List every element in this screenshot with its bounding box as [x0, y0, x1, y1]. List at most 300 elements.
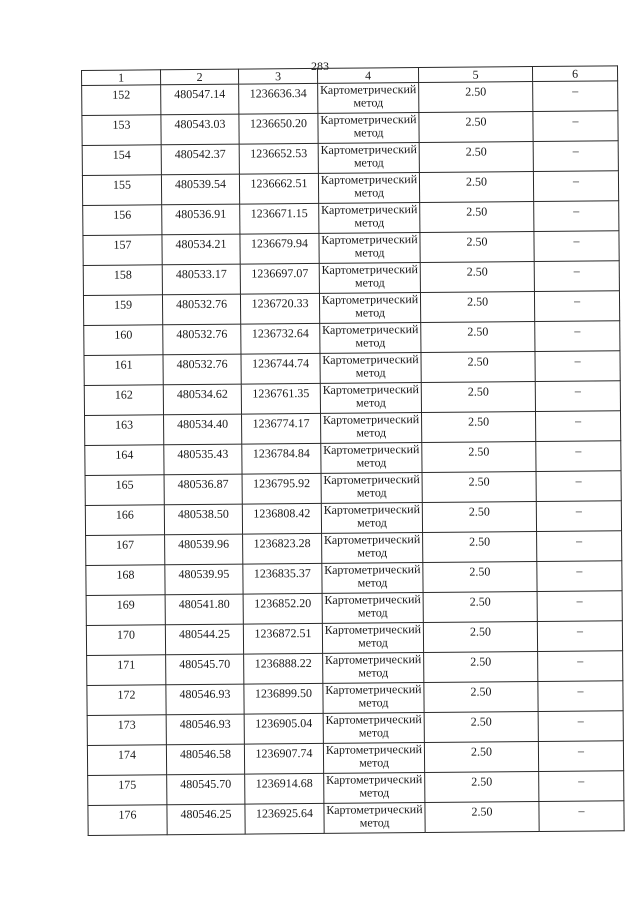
y-coordinate-cell: [240, 203, 319, 234]
x-coordinate-cell: [161, 114, 239, 145]
note-cell: [538, 651, 623, 682]
table-row: [82, 111, 618, 146]
method-cell: [322, 593, 423, 624]
x-coordinate-cell: [164, 474, 242, 505]
y-coordinate-cell: [244, 713, 323, 744]
method-cell: [320, 323, 421, 354]
y-coordinate-cell-text: 1236662.51: [250, 176, 308, 191]
method-line-1: Картометрический: [325, 742, 423, 757]
method-line-1: Картометрический: [324, 592, 421, 607]
method-cell: [322, 563, 423, 594]
accuracy-cell-text: 2.50: [468, 504, 490, 519]
table-row: [85, 411, 621, 446]
x-coordinate-cell-text: 480546.93: [179, 716, 231, 732]
method-cell: [318, 113, 419, 144]
page-number: 283: [311, 59, 329, 73]
method-cell: [318, 83, 419, 114]
method-line-2: метод: [358, 635, 388, 650]
x-coordinate-cell-text: 480536.87: [177, 476, 229, 492]
method-line-2: метод: [359, 785, 390, 800]
y-coordinate-cell: [241, 353, 320, 384]
method-line-2: метод: [358, 665, 389, 680]
method-line-2: метод: [357, 545, 388, 560]
x-coordinate-cell: [164, 504, 242, 535]
table-row: [82, 141, 618, 176]
point-number-cell: [83, 205, 162, 236]
accuracy-cell-text: 2.50: [470, 654, 492, 669]
accuracy-cell-text: 2.50: [470, 714, 492, 729]
point-number-cell-text: 162: [114, 387, 133, 402]
point-number-cell: [87, 655, 166, 686]
method-cell: [318, 143, 419, 174]
accuracy-cell-text: 2.50: [467, 324, 489, 339]
x-coordinate-cell-text: 480532.76: [176, 356, 228, 372]
y-coordinate-cell: [245, 773, 324, 804]
accuracy-cell-text: 2.50: [469, 624, 491, 639]
point-number-cell-text: 159: [113, 297, 133, 312]
y-coordinate-cell-text: 1236774.17: [252, 416, 310, 431]
y-coordinate-cell-text: 1236899.50: [254, 686, 313, 701]
note-cell-text: –: [578, 803, 585, 818]
method-line-1: Картометрический: [319, 82, 417, 97]
method-cell: [319, 203, 420, 234]
method-cell: [322, 533, 423, 564]
point-number-cell-text: 175: [118, 777, 137, 792]
accuracy-cell-text: 2.50: [465, 84, 487, 99]
x-coordinate-cell-text: 480539.96: [178, 536, 230, 552]
x-coordinate-cell: [162, 234, 240, 265]
accuracy-cell: [424, 712, 538, 743]
x-coordinate-cell-text: 480533.17: [175, 266, 227, 282]
y-coordinate-cell: [242, 443, 321, 474]
point-number-cell-text: 176: [118, 807, 137, 822]
y-coordinate-cell-text: 1236907.74: [255, 746, 313, 761]
table-row: [88, 801, 624, 836]
point-number-cell-text: 174: [117, 747, 137, 762]
x-coordinate-cell: [165, 534, 243, 565]
x-coordinate-cell: [165, 564, 243, 595]
x-coordinate-cell: [165, 594, 243, 625]
method-line-1: Картометрический: [326, 802, 423, 817]
note-cell-text: –: [573, 263, 580, 278]
method-cell: [323, 713, 424, 744]
method-line-1: Картометрический: [320, 142, 417, 157]
method-line-1: Картометрический: [323, 532, 421, 547]
x-coordinate-cell: [167, 774, 245, 805]
point-number-cell: [86, 595, 165, 626]
x-coordinate-cell-text: 480545.70: [179, 656, 231, 672]
accuracy-cell: [419, 142, 533, 173]
accuracy-cell: [419, 82, 533, 113]
method-line-1: Картометрический: [321, 292, 419, 307]
point-number-cell: [84, 385, 163, 416]
method-line-2: метод: [354, 215, 385, 230]
note-cell-text: –: [573, 293, 581, 308]
method-cell: [322, 623, 423, 654]
note-cell: [535, 381, 620, 412]
note-cell-text: –: [574, 323, 581, 338]
x-coordinate-cell: [167, 804, 245, 835]
method-line-1: Картометрический: [324, 652, 422, 667]
table-row: [83, 261, 619, 296]
note-cell: [537, 591, 622, 622]
accuracy-cell-text: 2.50: [467, 384, 489, 399]
x-coordinate-cell: [164, 444, 242, 475]
y-coordinate-cell-text: 1236636.34: [249, 86, 307, 101]
point-number-cell: [82, 85, 161, 116]
table-row: [83, 201, 619, 236]
note-cell: [533, 141, 618, 172]
y-coordinate-cell: [239, 83, 318, 114]
note-cell-text: –: [572, 143, 579, 158]
accuracy-cell: [421, 382, 535, 413]
y-coordinate-cell: [239, 113, 318, 144]
point-number-cell: [86, 535, 165, 566]
x-coordinate-cell: [166, 744, 244, 775]
accuracy-cell: [421, 322, 535, 353]
point-number-cell: [85, 475, 164, 506]
y-coordinate-cell-text: 1236744.74: [252, 356, 310, 371]
note-cell-text: –: [576, 593, 583, 608]
y-coordinate-cell: [242, 503, 321, 534]
y-coordinate-cell: [245, 803, 324, 834]
table-row: [86, 591, 622, 626]
note-cell-text: –: [573, 203, 580, 218]
note-cell-text: –: [572, 113, 579, 128]
point-number-cell: [83, 235, 162, 266]
point-number-cell: [86, 625, 165, 656]
accuracy-cell-text: 2.50: [465, 174, 488, 189]
accuracy-cell-text: 2.50: [468, 414, 490, 429]
point-number-cell-text: 156: [113, 207, 132, 222]
x-coordinate-cell-text: 480546.25: [180, 806, 232, 822]
y-coordinate-cell-text: 1236914.68: [255, 776, 313, 791]
note-cell-text: –: [572, 83, 579, 98]
accuracy-cell-text: 2.50: [466, 204, 488, 219]
x-coordinate-cell-text: 480542.37: [174, 146, 226, 162]
table-row: [84, 381, 620, 416]
point-number-cell-text: 165: [115, 477, 134, 492]
method-line-1: Картометрический: [323, 442, 420, 457]
point-number-cell-text: 166: [115, 507, 134, 522]
coordinates-table: [81, 65, 625, 836]
accuracy-cell: [420, 292, 534, 323]
note-cell: [538, 711, 623, 742]
note-cell-text: –: [577, 743, 585, 758]
point-number-cell-text: 168: [116, 567, 135, 582]
method-line-1: Картометрический: [323, 502, 421, 517]
method-line-2: метод: [356, 485, 387, 500]
table-row: [87, 741, 623, 776]
accuracy-cell: [423, 532, 537, 563]
y-coordinate-cell: [241, 323, 320, 354]
y-coordinate-cell-text: 1236905.04: [255, 716, 313, 731]
point-number-cell: [87, 745, 166, 776]
method-line-1: Картометрический: [322, 382, 419, 397]
y-coordinate-cell: [244, 683, 323, 714]
column-header-2: 2: [161, 69, 239, 85]
accuracy-cell: [425, 772, 539, 803]
accuracy-cell: [421, 352, 535, 383]
x-coordinate-cell-text: 480535.43: [177, 446, 229, 462]
method-cell: [323, 743, 424, 774]
column-header-3: 3: [238, 68, 317, 84]
table-row: [85, 501, 621, 536]
x-coordinate-cell-text: 480539.95: [178, 566, 230, 582]
y-coordinate-cell: [243, 563, 322, 594]
accuracy-cell: [422, 502, 536, 533]
note-cell-text: –: [575, 503, 582, 518]
x-coordinate-cell-text: 480532.76: [175, 296, 228, 312]
accuracy-cell-text: 2.50: [466, 264, 488, 279]
y-coordinate-cell-text: 1236679.94: [250, 236, 309, 251]
column-header-6: 6: [532, 66, 617, 82]
point-number-cell: [83, 295, 162, 326]
table-body: [82, 81, 625, 836]
accuracy-cell-text: 2.50: [471, 804, 493, 819]
accuracy-cell-text: 2.50: [470, 744, 493, 759]
y-coordinate-cell-text: 1236888.22: [254, 656, 312, 671]
accuracy-cell: [422, 472, 536, 503]
method-cell: [323, 683, 424, 714]
x-coordinate-cell: [161, 84, 239, 115]
table-row: [86, 621, 622, 656]
x-coordinate-cell-text: 480534.40: [177, 416, 229, 432]
x-coordinate-cell: [166, 714, 244, 745]
y-coordinate-cell: [243, 593, 322, 624]
note-cell-text: –: [574, 383, 581, 398]
note-cell-text: –: [577, 683, 584, 698]
accuracy-cell: [425, 802, 539, 833]
accuracy-cell: [419, 112, 533, 143]
note-cell: [535, 321, 620, 352]
method-cell: [319, 233, 420, 264]
method-line-1: Картометрический: [320, 112, 417, 127]
note-cell: [535, 351, 620, 382]
method-line-2: метод: [358, 695, 389, 710]
method-line-1: Картометрический: [325, 712, 422, 727]
y-coordinate-cell: [243, 623, 322, 654]
point-number-cell-text: 163: [115, 417, 134, 432]
note-cell: [534, 291, 619, 322]
note-cell-text: –: [576, 533, 583, 548]
accuracy-cell: [420, 262, 534, 293]
point-number-cell-text: 161: [114, 357, 133, 372]
point-number-cell: [82, 115, 161, 146]
method-line-2: метод: [357, 605, 388, 620]
accuracy-cell: [419, 172, 533, 203]
method-line-2: метод: [355, 395, 386, 410]
point-number-cell: [86, 565, 165, 596]
y-coordinate-cell-text: 1236697.07: [251, 266, 309, 281]
method-line-2: метод: [357, 575, 388, 590]
method-cell: [319, 293, 420, 324]
point-number-cell: [84, 325, 163, 356]
point-number-cell: [85, 415, 164, 446]
table-row: [83, 291, 619, 326]
method-cell: [321, 413, 422, 444]
method-line-1: Картометрический: [321, 202, 418, 217]
note-cell: [539, 771, 624, 802]
table-row: [85, 441, 621, 476]
point-number-cell-text: 152: [112, 87, 131, 102]
y-coordinate-cell: [241, 383, 320, 414]
x-coordinate-cell: [166, 684, 244, 715]
y-coordinate-cell-text: 1236835.37: [253, 566, 311, 581]
method-line-1: Картометрический: [324, 622, 422, 637]
method-line-2: метод: [355, 335, 386, 350]
method-cell: [324, 773, 425, 804]
x-coordinate-cell: [165, 624, 243, 655]
y-coordinate-cell-text: 1236720.33: [251, 296, 309, 311]
method-line-2: метод: [354, 185, 385, 200]
x-coordinate-cell: [163, 354, 241, 385]
method-line-2: метод: [355, 305, 386, 320]
method-line-1: Картометрический: [321, 262, 418, 277]
method-line-1: Картометрический: [322, 322, 419, 337]
method-line-1: Картометрический: [320, 172, 418, 187]
x-coordinate-cell: [166, 654, 244, 685]
x-coordinate-cell-text: 480541.80: [178, 596, 230, 612]
x-coordinate-cell: [164, 414, 242, 445]
table-row: [87, 651, 623, 686]
table-row: [88, 771, 624, 806]
note-cell: [535, 411, 620, 442]
x-coordinate-cell-text: 480543.03: [174, 116, 226, 132]
x-coordinate-cell-text: 480544.25: [178, 626, 230, 642]
note-cell-text: –: [577, 653, 584, 668]
accuracy-cell: [424, 682, 538, 713]
method-line-2: метод: [353, 155, 384, 170]
method-line-2: метод: [356, 425, 387, 440]
method-cell: [320, 353, 421, 384]
point-number-cell: [88, 775, 167, 806]
note-cell: [538, 741, 623, 772]
y-coordinate-cell: [239, 143, 318, 174]
accuracy-cell-text: 2.50: [468, 474, 490, 489]
note-cell: [539, 801, 624, 832]
y-coordinate-cell-text: 1236732.64: [251, 326, 309, 341]
accuracy-cell-text: 2.50: [466, 294, 489, 309]
column-header-5: 5: [418, 67, 532, 83]
note-cell-text: –: [573, 233, 580, 248]
point-number-cell-text: 169: [116, 597, 135, 612]
method-line-1: Картометрический: [325, 682, 422, 697]
method-cell: [318, 173, 419, 204]
method-line-2: метод: [354, 275, 385, 290]
point-number-cell-text: 172: [117, 687, 136, 702]
point-number-cell: [88, 805, 167, 836]
method-line-2: метод: [353, 125, 384, 140]
x-coordinate-cell-text: 480538.50: [177, 506, 229, 522]
point-number-cell: [87, 685, 166, 716]
y-coordinate-cell: [240, 233, 319, 264]
point-number-cell-text: 171: [117, 657, 136, 672]
note-cell: [537, 621, 622, 652]
method-line-2: метод: [354, 245, 385, 260]
accuracy-cell: [423, 622, 537, 653]
note-cell-text: –: [576, 623, 583, 638]
point-number-cell-text: 170: [116, 627, 135, 642]
x-coordinate-cell: [163, 324, 241, 355]
accuracy-cell-text: 2.50: [470, 684, 492, 699]
note-cell: [534, 261, 619, 292]
accuracy-cell-text: 2.50: [469, 594, 491, 609]
accuracy-cell-text: 2.50: [465, 114, 487, 129]
point-number-cell-text: 167: [116, 537, 135, 552]
point-number-cell: [85, 445, 164, 476]
table-row: [84, 351, 620, 386]
accuracy-cell-text: 2.50: [469, 564, 491, 579]
x-coordinate-cell: [161, 174, 239, 205]
y-coordinate-cell-text: 1236784.84: [252, 446, 310, 461]
point-number-cell-text: 164: [115, 447, 134, 462]
method-line-1: Картометрический: [323, 472, 420, 487]
note-cell: [533, 171, 618, 202]
note-cell: [537, 531, 622, 562]
method-line-1: Картометрический: [322, 412, 420, 427]
table-row: [82, 171, 618, 206]
y-coordinate-cell: [244, 653, 323, 684]
table-row: [86, 531, 622, 566]
point-number-cell: [83, 265, 162, 296]
accuracy-cell: [420, 232, 534, 263]
method-line-1: Картометрический: [321, 232, 418, 247]
note-cell: [538, 681, 623, 712]
accuracy-cell: [422, 442, 536, 473]
note-cell-text: –: [575, 473, 582, 488]
point-number-cell: [82, 145, 161, 176]
table-row: [86, 561, 622, 596]
y-coordinate-cell: [239, 173, 318, 204]
accuracy-cell-text: 2.50: [467, 354, 489, 369]
x-coordinate-cell-text: 480546.93: [179, 686, 231, 702]
point-number-cell-text: 157: [113, 237, 132, 252]
x-coordinate-cell-text: 480534.21: [175, 236, 227, 252]
table-row: [85, 471, 621, 506]
table-row: [87, 681, 623, 716]
y-coordinate-cell-text: 1236795.92: [253, 476, 311, 491]
x-coordinate-cell: [161, 144, 239, 175]
accuracy-cell-text: 2.50: [471, 774, 493, 789]
accuracy-cell: [424, 742, 538, 773]
table-row: [84, 321, 620, 356]
y-coordinate-cell: [240, 293, 319, 324]
accuracy-cell-text: 2.50: [469, 534, 491, 549]
point-number-cell-text: 158: [113, 267, 132, 282]
x-coordinate-cell: [162, 204, 240, 235]
accuracy-cell: [423, 592, 537, 623]
accuracy-cell-text: 2.50: [466, 234, 488, 249]
method-cell: [321, 443, 422, 474]
x-coordinate-cell-text: 480539.54: [174, 176, 227, 192]
note-cell-text: –: [574, 353, 581, 368]
x-coordinate-cell-text: 480532.76: [176, 326, 228, 342]
y-coordinate-cell-text: 1236761.35: [252, 386, 310, 401]
table-row: [83, 231, 619, 266]
point-number-cell-text: 173: [117, 717, 136, 732]
y-coordinate-cell: [240, 263, 319, 294]
note-cell-text: –: [576, 563, 583, 578]
point-number-cell-text: 154: [112, 147, 131, 162]
y-coordinate-cell: [243, 533, 322, 564]
column-header-4: 4: [317, 68, 418, 84]
table-row: [87, 711, 623, 746]
note-cell-text: –: [575, 443, 582, 458]
note-cell: [533, 111, 618, 142]
y-coordinate-cell-text: 1236872.51: [254, 626, 312, 641]
note-cell: [537, 561, 622, 592]
